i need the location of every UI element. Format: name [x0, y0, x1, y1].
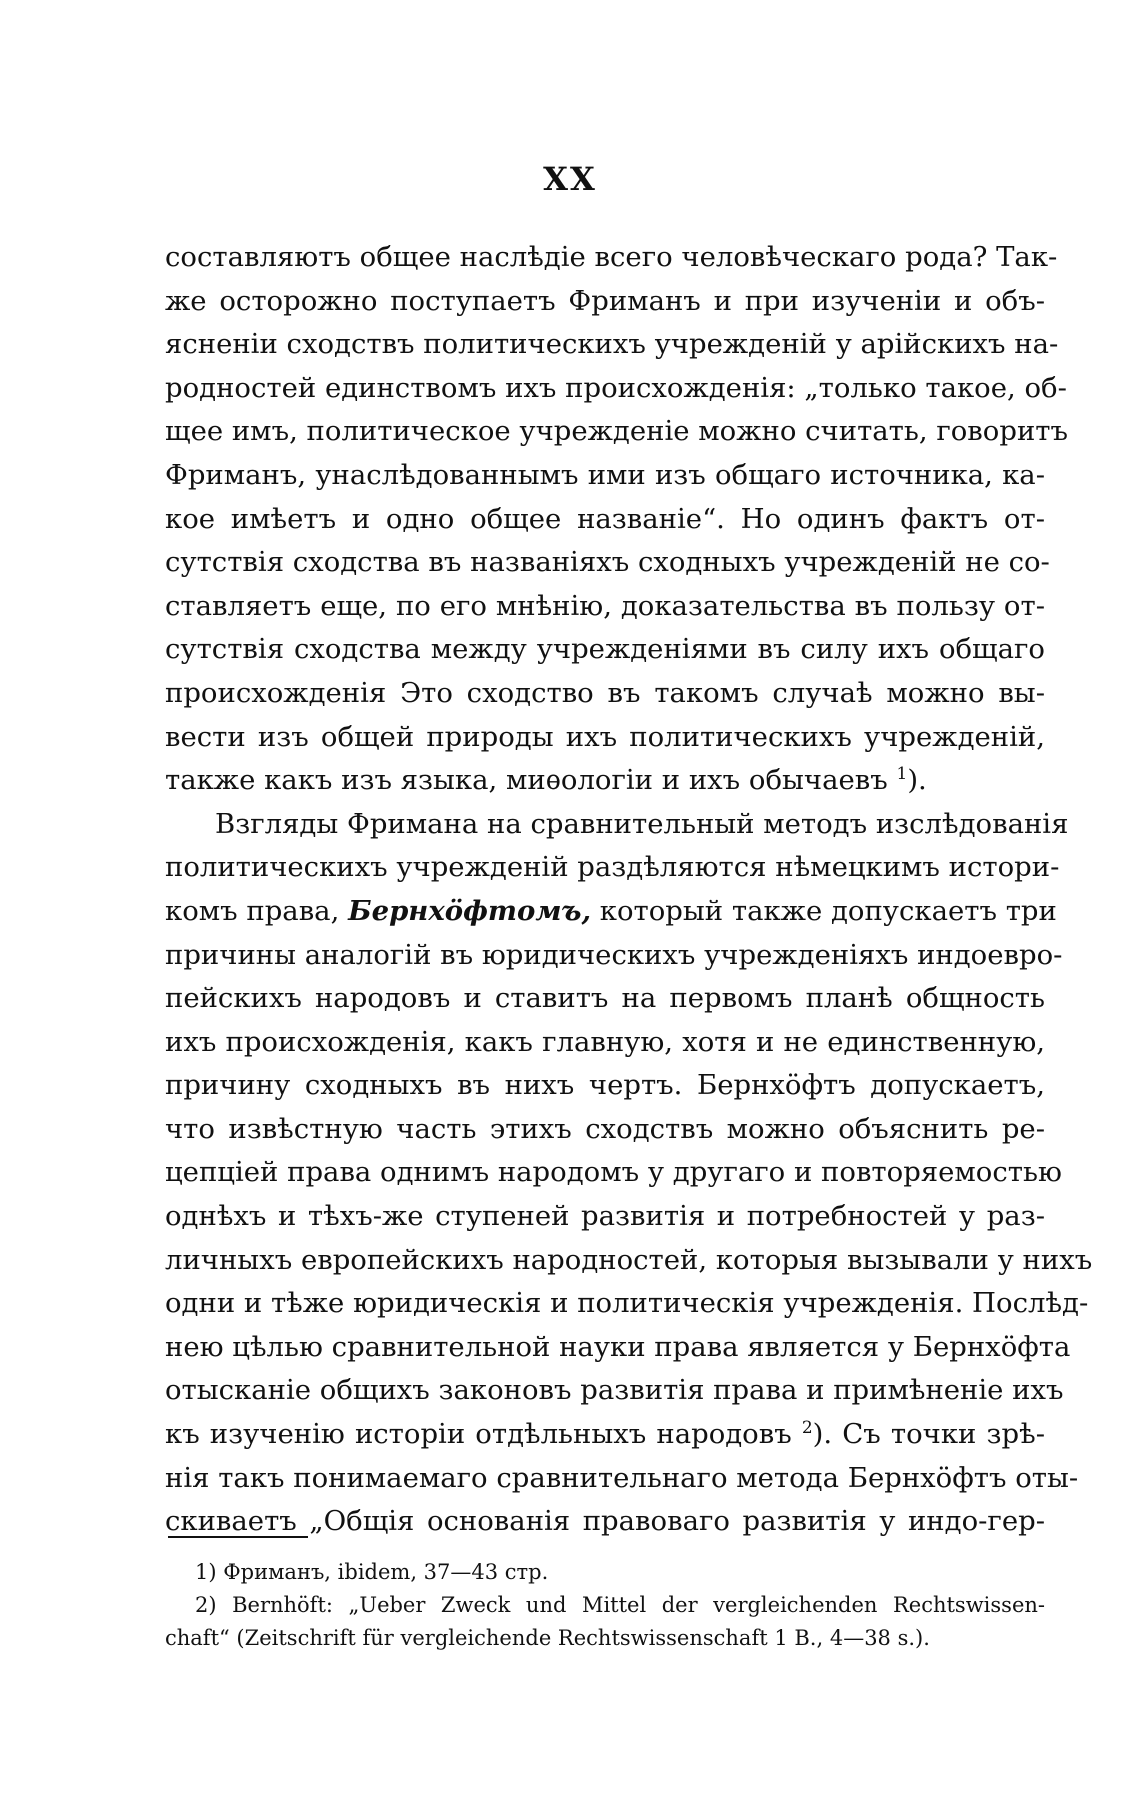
text-line — [165, 890, 1057, 934]
text-line: ясненіи сходствъ политическихъ учрежденій у арійскихъ на- — [165, 328, 1059, 361]
text-line: ставляетъ еще, по его мнѣнію, доказательства въ пользу от- — [165, 589, 1045, 622]
text-fragment: ). Съ точки зрѣ- — [812, 1418, 1045, 1451]
footnotes — [165, 1556, 1045, 1655]
text-line: причины аналогій въ юридическихъ учрежденіяхъ индоевро- — [165, 938, 1063, 971]
text-line: же осторожно поступаетъ Фриманъ и при изученіи и объ- — [165, 284, 1045, 317]
text-line: однѣхъ и тѣхъ-же ступеней развитія и потребностей у раз- — [165, 1200, 1045, 1233]
text-line: Фриманъ, унаслѣдованнымъ ими изъ общаго источника, ка- — [165, 458, 1045, 491]
text-line — [165, 1413, 1045, 1457]
emphasized-name: Бернхöфтомъ, — [348, 894, 592, 927]
text-line: сутствія сходства въ названіяхъ сходныхъ учрежденій не со- — [165, 546, 1050, 579]
text-line: родностей единствомъ ихъ происхожденія: „только такое, об- — [165, 371, 1067, 404]
text-line: личныхъ европейскихъ народностей, которыя вызывали у нихъ — [165, 1243, 1093, 1276]
text-line: нею цѣлью сравнительной науки права является у Бернхöфта — [165, 1330, 1071, 1363]
text-line: скиваетъ „Общія основанія правоваго развитія у индо-гер- — [165, 1505, 1045, 1538]
footnote-1: 1) Фриманъ, ibidem, 37—43 стр. — [195, 1560, 549, 1584]
text-fragment: комъ права, — [165, 894, 340, 927]
text-line: составляютъ общее наслѣдіе всего человѣческаго рода? Так- — [165, 241, 1058, 273]
text-line: кое имѣетъ и одно общее названіе“. Но одинъ фактъ от- — [165, 502, 1045, 535]
text-line: пейскихъ народовъ и ставитъ на первомъ планѣ общность — [165, 982, 1045, 1015]
page-number: XX — [543, 160, 597, 198]
text-fragment: ). — [907, 764, 927, 797]
text-line: что извѣстную часть этихъ сходствъ можно объяснить ре- — [165, 1112, 1045, 1145]
footnote-2-line-1: 2) Bernhöft: „Ueber Zweck und Mittel der vergleichenden Rechtswissen- — [195, 1593, 1045, 1617]
text-fragment: также какъ изъ языка, миѳологіи и ихъ обычаевъ — [165, 764, 888, 797]
text-line: политическихъ учрежденій раздѣляются нѣмецкимъ истори- — [165, 851, 1060, 884]
footnote-ref-2[interactable]: 2 — [801, 1417, 813, 1438]
text-line: вести изъ общей природы ихъ политическихъ учрежденій, — [165, 720, 1045, 753]
body-text — [165, 236, 1093, 1544]
text-line: отысканіе общихъ законовъ развитія права и примѣненіе ихъ — [165, 1374, 1064, 1407]
text-line: щее имъ, политическое учрежденіе можно считать, говоритъ — [165, 415, 1068, 448]
footnote-divider — [168, 1536, 308, 1538]
footnote-2-line-2: chaft“ (Zeitschrift für vergleichende Rechtswissenschaft 1 B., 4—38 s.). — [165, 1626, 930, 1650]
text-line: цепціей права однимъ народомъ у другаго и повторяемостью — [165, 1156, 1062, 1189]
footnote-ref-1[interactable]: 1 — [896, 763, 908, 784]
text-line — [165, 759, 1045, 803]
text-line: ихъ происхожденія, какъ главную, хотя и не единственную, — [165, 1025, 1045, 1058]
text-line: Взгляды Фримана на сравнительный методъ изслѣдованія — [215, 807, 1069, 840]
text-fragment: который также допускаетъ три — [599, 894, 1057, 927]
text-line: сутствія сходства между учрежденіями въ силу ихъ общаго — [165, 633, 1045, 666]
text-fragment: къ изученію исторіи отдѣльныхъ народовъ — [165, 1418, 792, 1451]
text-line: нія такъ понимаемаго сравнительнаго метода Бернхöфтъ оты- — [165, 1461, 1079, 1494]
text-line: происхожденія Это сходство въ такомъ случаѣ можно вы- — [165, 676, 1045, 709]
text-line: причину сходныхъ въ нихъ чертъ. Бернхöфтъ допускаетъ, — [165, 1069, 1045, 1102]
text-line: одни и тѣже юридическія и политическія учрежденія. Послѣд- — [165, 1287, 1089, 1320]
